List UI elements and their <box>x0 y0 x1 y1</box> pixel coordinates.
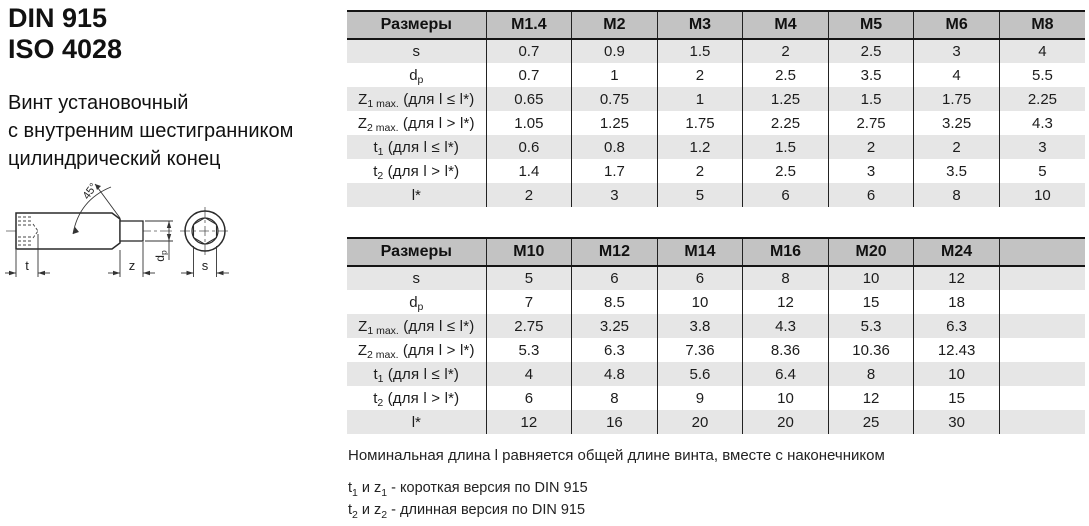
value-cell: 5.6 <box>657 362 743 386</box>
value-cell: 8 <box>743 266 829 290</box>
value-cell: 1.5 <box>743 135 829 159</box>
t-label: t <box>25 258 29 273</box>
value-cell: 20 <box>743 410 829 434</box>
row-label: s <box>412 270 421 287</box>
value-cell <box>999 314 1085 338</box>
row-label: l* <box>411 186 421 204</box>
dp-label: $d_p$ <box>153 250 169 262</box>
row-label: $t_1$ (для l ≤ l*) <box>373 365 460 385</box>
value-cell: 6 <box>572 266 658 290</box>
table-row <box>347 362 1085 386</box>
value-cell: 2 <box>743 39 829 63</box>
value-cell: 12 <box>486 410 572 434</box>
row-label: s <box>412 43 421 60</box>
value-cell: 5 <box>999 159 1085 183</box>
footnotes <box>348 446 1068 522</box>
value-cell: 20 <box>657 410 743 434</box>
note-nominal-length: Номинальная длина l равняется общей длине винта, вместе с наконечником <box>348 447 885 464</box>
value-cell: 0.8 <box>572 135 658 159</box>
value-cell: 8.5 <box>572 290 658 314</box>
z-label: z <box>128 258 136 273</box>
value-cell: 0.7 <box>486 63 572 87</box>
row-label: $d_p$ <box>409 66 424 86</box>
value-cell: 8 <box>828 362 914 386</box>
value-cell: 0.6 <box>486 135 572 159</box>
value-cell: 9 <box>657 386 743 410</box>
table-row <box>347 314 1085 338</box>
value-cell: 6 <box>486 386 572 410</box>
value-cell: 0.75 <box>572 87 658 111</box>
value-cell: 3 <box>999 135 1085 159</box>
dog-point <box>120 221 143 241</box>
value-cell: 25 <box>828 410 914 434</box>
value-cell: 10 <box>999 183 1085 207</box>
table-row <box>347 135 1085 159</box>
value-cell: 5.3 <box>486 338 572 362</box>
value-cell: 6.3 <box>572 338 658 362</box>
value-cell: 3 <box>914 39 1000 63</box>
left-panel <box>8 3 343 173</box>
table-row <box>347 39 1085 63</box>
value-cell: 6 <box>743 183 829 207</box>
value-cell: 10 <box>914 362 1000 386</box>
value-cell: 7 <box>486 290 572 314</box>
value-cell: 4.8 <box>572 362 658 386</box>
value-cell <box>999 290 1085 314</box>
value-cell: 6 <box>657 266 743 290</box>
value-cell: 2.5 <box>743 159 829 183</box>
header-size-M10: M10 <box>486 238 572 266</box>
row-label: $t_1$ (для l ≤ l*) <box>373 138 460 158</box>
value-cell: 2 <box>657 63 743 87</box>
value-cell: 1.05 <box>486 111 572 135</box>
value-cell <box>999 266 1085 290</box>
standard-title-din: DIN 915 <box>8 3 108 33</box>
table-row <box>347 338 1085 362</box>
value-cell: 1 <box>657 87 743 111</box>
header-size-M16: M16 <box>743 238 829 266</box>
value-cell: 18 <box>914 290 1000 314</box>
header-size-M6: M6 <box>914 11 1000 39</box>
value-cell: 4 <box>914 63 1000 87</box>
standard-title-iso: ISO 4028 <box>8 34 123 64</box>
value-cell: 2 <box>828 135 914 159</box>
value-cell: 5.3 <box>828 314 914 338</box>
value-cell <box>999 386 1085 410</box>
value-cell: 1.7 <box>572 159 658 183</box>
header-size-M2: M2 <box>572 11 658 39</box>
value-cell: 1.25 <box>743 87 829 111</box>
value-cell: 6.4 <box>743 362 829 386</box>
value-cell: 1.25 <box>572 111 658 135</box>
value-cell: 2.25 <box>743 111 829 135</box>
header-empty-cell <box>999 238 1085 266</box>
value-cell: 8.36 <box>743 338 829 362</box>
value-cell: 12 <box>914 266 1000 290</box>
description-line: Винт установочный <box>8 92 189 114</box>
value-cell: 1.75 <box>914 87 1000 111</box>
value-cell: 2.75 <box>486 314 572 338</box>
value-cell: 4 <box>486 362 572 386</box>
table-row <box>347 111 1085 135</box>
table-header-row <box>347 238 1085 266</box>
dimension-tables <box>347 10 1085 434</box>
header-size-M20: M20 <box>828 238 914 266</box>
product-description <box>8 89 343 173</box>
row-label: $Z_{1 max.}$ (для l ≤ l*) <box>358 90 475 110</box>
value-cell: 2.5 <box>828 39 914 63</box>
description-line: с внутренним шестигранником <box>8 120 294 142</box>
row-label: l* <box>411 413 421 431</box>
value-cell: 2.5 <box>743 63 829 87</box>
value-cell: 10 <box>657 290 743 314</box>
value-cell: 4.3 <box>999 111 1085 135</box>
value-cell: 5.5 <box>999 63 1085 87</box>
angle-label: 45° <box>80 181 101 202</box>
value-cell: 12 <box>743 290 829 314</box>
value-cell: 10.36 <box>828 338 914 362</box>
value-cell <box>999 338 1085 362</box>
table-row <box>347 183 1085 207</box>
header-dimensions-label: Размеры <box>380 16 452 33</box>
value-cell: 12 <box>828 386 914 410</box>
value-cell: 5 <box>486 266 572 290</box>
table-row <box>347 159 1085 183</box>
value-cell: 0.65 <box>486 87 572 111</box>
header-size-M12: M12 <box>572 238 658 266</box>
value-cell <box>999 362 1085 386</box>
description-line: цилиндрический конец <box>8 148 221 170</box>
value-cell: 3.8 <box>657 314 743 338</box>
value-cell: 30 <box>914 410 1000 434</box>
value-cell: 3.25 <box>572 314 658 338</box>
note-long-version: $t_2$ и $z_2$ - длинная версия по DIN 915 <box>348 502 586 521</box>
value-cell: 2 <box>914 135 1000 159</box>
header-size-M14: M14 <box>657 238 743 266</box>
value-cell: 3 <box>572 183 658 207</box>
technical-drawing <box>2 180 252 300</box>
screw-body-outline <box>16 213 120 249</box>
value-cell: 12.43 <box>914 338 1000 362</box>
value-cell: 0.7 <box>486 39 572 63</box>
value-cell: 10 <box>828 266 914 290</box>
value-cell: 3.5 <box>828 63 914 87</box>
value-cell: 2 <box>486 183 572 207</box>
table-row <box>347 290 1085 314</box>
row-label: $t_2$ (для l > l*) <box>373 389 460 409</box>
header-size-M8: M8 <box>999 11 1085 39</box>
value-cell: 2 <box>657 159 743 183</box>
value-cell: 2.75 <box>828 111 914 135</box>
table-row <box>347 63 1085 87</box>
row-label: $d_p$ <box>409 293 424 313</box>
value-cell: 3 <box>828 159 914 183</box>
dimensions-table-m1_4-m8 <box>347 10 1085 207</box>
value-cell: 0.9 <box>572 39 658 63</box>
row-label: $Z_{2 max.}$ (для l > l*) <box>357 114 475 134</box>
table-row <box>347 87 1085 111</box>
row-label: $Z_{2 max.}$ (для l > l*) <box>357 341 475 361</box>
value-cell: 15 <box>828 290 914 314</box>
value-cell: 7.36 <box>657 338 743 362</box>
row-label: $t_2$ (для l > l*) <box>373 162 460 182</box>
end-view <box>180 207 230 255</box>
value-cell: 8 <box>572 386 658 410</box>
value-cell: 15 <box>914 386 1000 410</box>
value-cell: 1.75 <box>657 111 743 135</box>
header-size-M5: M5 <box>828 11 914 39</box>
value-cell: 4.3 <box>743 314 829 338</box>
table-row <box>347 266 1085 290</box>
value-cell: 6 <box>828 183 914 207</box>
value-cell: 5 <box>657 183 743 207</box>
header-dimensions-label: Размеры <box>380 243 452 260</box>
table-row <box>347 410 1085 434</box>
value-cell: 4 <box>999 39 1085 63</box>
value-cell: 1.5 <box>657 39 743 63</box>
note-short-version: $t_1$ и $z_1$ - короткая версия по DIN 915 <box>348 480 588 499</box>
value-cell: 3.5 <box>914 159 1000 183</box>
header-size-M3: M3 <box>657 11 743 39</box>
value-cell: 8 <box>914 183 1000 207</box>
value-cell: 16 <box>572 410 658 434</box>
header-size-M4: M4 <box>743 11 829 39</box>
value-cell: 1 <box>572 63 658 87</box>
value-cell: 1.5 <box>828 87 914 111</box>
value-cell <box>999 410 1085 434</box>
header-size-M24: M24 <box>914 238 1000 266</box>
value-cell: 3.25 <box>914 111 1000 135</box>
s-label: s <box>201 258 209 273</box>
value-cell: 10 <box>743 386 829 410</box>
value-cell: 1.4 <box>486 159 572 183</box>
value-cell: 6.3 <box>914 314 1000 338</box>
table-header-row <box>347 11 1085 39</box>
header-size-M1.4: M1.4 <box>486 11 572 39</box>
table-row <box>347 386 1085 410</box>
dimensions-table-m10-m24 <box>347 237 1085 434</box>
row-label: $Z_{1 max.}$ (для l ≤ l*) <box>358 317 475 337</box>
value-cell: 2.25 <box>999 87 1085 111</box>
value-cell: 1.2 <box>657 135 743 159</box>
